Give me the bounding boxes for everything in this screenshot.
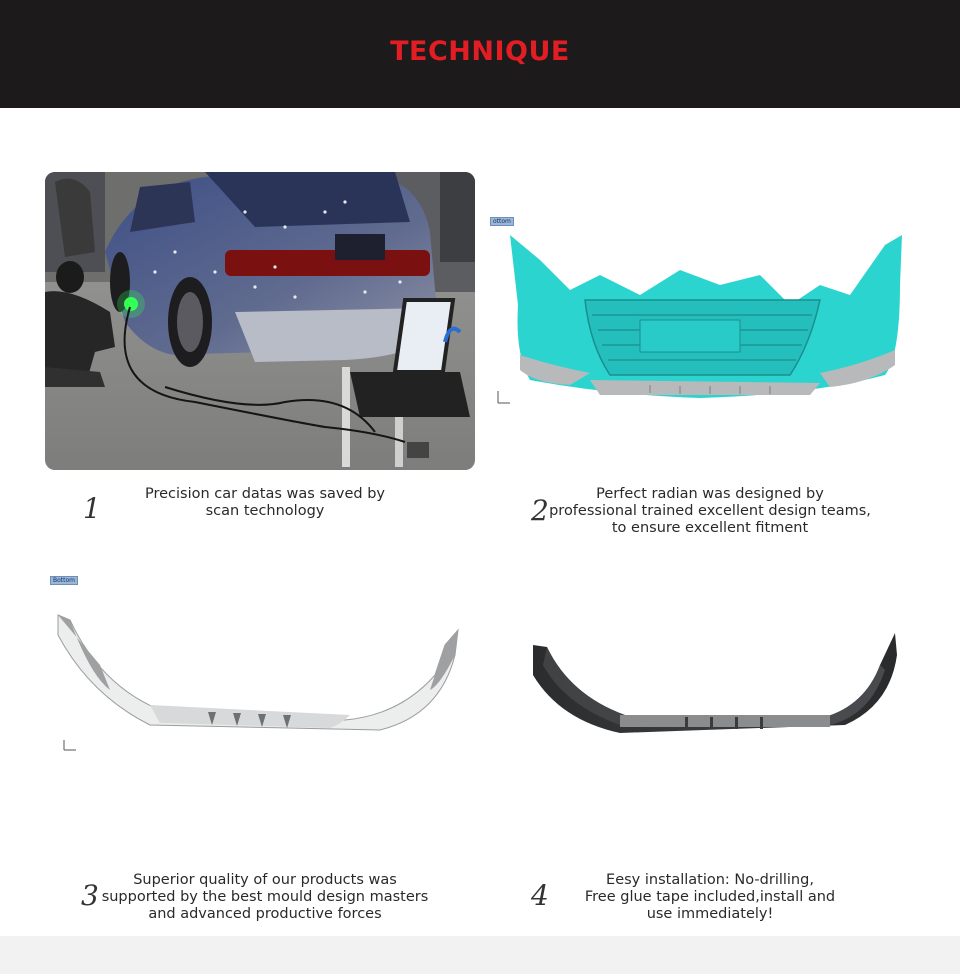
step-number-2: 2	[531, 494, 549, 527]
caption-line: Free glue tape included,install and	[584, 889, 836, 905]
step-caption-4	[560, 872, 860, 923]
car-scan-photo	[45, 172, 475, 470]
cad-view-tag: ottom	[490, 217, 514, 226]
page-title: TECHNIQUE	[390, 36, 570, 67]
teal-scan-panel	[490, 215, 910, 415]
caption-line: Precision car datas was saved by	[144, 486, 385, 502]
caption-line: professional trained excellent design teams,	[549, 503, 871, 519]
caption-line: Superior quality of our products was	[133, 872, 397, 888]
white-lip-panel	[50, 575, 470, 755]
step-caption-1	[110, 486, 420, 520]
cad-view-tag: Bottom	[50, 576, 78, 585]
white-lip-model	[50, 575, 470, 755]
footer-band	[0, 936, 960, 974]
caption-line: Eesy installation: No-drilling,	[606, 872, 814, 888]
caption-line: to ensure excellent fitment	[611, 520, 809, 536]
step-caption-3	[90, 872, 440, 923]
caption-line: and advanced productive forces	[148, 906, 382, 922]
scan-photo-panel	[45, 172, 475, 470]
carbon-lip-photo	[525, 625, 905, 745]
step-number-4: 4	[531, 879, 549, 912]
teal-bumper-scan	[490, 215, 910, 415]
step-number-1: 1	[83, 492, 101, 525]
step-number-3: 3	[81, 879, 99, 912]
caption-line: supported by the best mould design masters	[101, 889, 429, 905]
carbon-lip-panel	[525, 625, 905, 745]
step-caption-2	[540, 486, 880, 537]
axis-gizmo-icon	[498, 391, 510, 403]
caption-line: scan technology	[205, 503, 325, 519]
caption-line: use immediately!	[646, 906, 774, 922]
header-bar	[0, 0, 960, 108]
caption-line: Perfect radian was designed by	[596, 486, 824, 502]
